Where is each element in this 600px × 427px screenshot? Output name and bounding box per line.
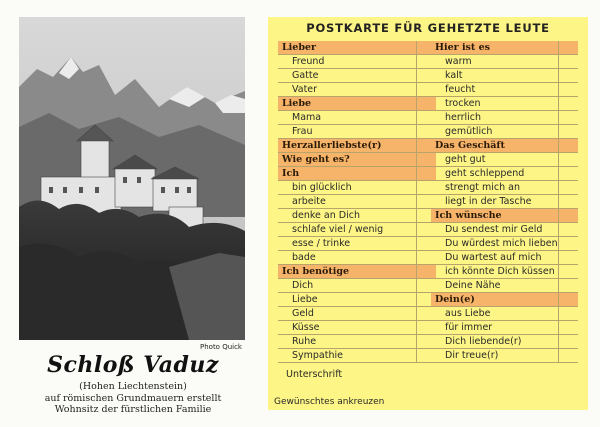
checklist-option[interactable] <box>431 181 578 195</box>
checkbox[interactable] <box>558 279 578 292</box>
checklist-option-label: kalt <box>445 70 463 81</box>
checklist-option[interactable] <box>278 307 436 321</box>
checklist-option-label: bin glücklich <box>292 182 352 193</box>
checklist-option[interactable] <box>278 69 436 83</box>
checklist-option[interactable] <box>278 181 436 195</box>
section-heading <box>278 139 436 153</box>
section-heading-label: Das Geschäft <box>435 140 505 151</box>
checklist-option[interactable] <box>431 153 578 167</box>
checklist-option-label: Du würdest mich lieben <box>445 238 558 249</box>
castle-title: Schloß Vaduz <box>47 352 219 378</box>
checklist-option[interactable] <box>278 335 436 349</box>
checklist-option-label: geht gut <box>445 154 486 165</box>
checklist-option[interactable] <box>431 69 578 83</box>
checkbox[interactable] <box>558 125 578 138</box>
checklist-option-label: Dich liebende(r) <box>445 336 522 347</box>
checklist-option[interactable] <box>278 293 436 307</box>
checklist-option[interactable] <box>278 349 436 363</box>
section-heading <box>431 209 578 223</box>
photo-credit: Photo Quick <box>200 343 242 351</box>
checkbox[interactable] <box>558 181 578 194</box>
section-heading <box>278 97 436 111</box>
checklist-option-label: Vater <box>292 84 318 95</box>
checklist-option[interactable] <box>278 125 436 139</box>
checkbox[interactable] <box>558 265 578 278</box>
section-heading-label: Liebe <box>282 98 312 109</box>
checkbox[interactable] <box>558 83 578 96</box>
checklist-option-label: warm <box>445 56 472 67</box>
checklist-option-label: Gatte <box>292 70 319 81</box>
checklist-option[interactable] <box>278 111 436 125</box>
checklist-option-label: für immer <box>445 322 493 333</box>
checklist-panel <box>268 17 588 410</box>
form-title: POSTKARTE FÜR GEHETZTE LEUTE <box>306 21 550 35</box>
checklist-option-label: Freund <box>292 56 325 67</box>
castle-photo <box>19 17 245 340</box>
checklist-option[interactable] <box>431 195 578 209</box>
checkbox[interactable] <box>558 55 578 68</box>
checklist-option-label: strengt mich an <box>445 182 521 193</box>
section-heading <box>431 139 578 153</box>
section-heading <box>431 293 578 307</box>
checklist-option[interactable] <box>278 195 436 209</box>
checklist-option[interactable] <box>278 209 436 223</box>
checklist-option-label: Deine Nähe <box>445 280 501 291</box>
right-column <box>431 41 578 363</box>
checkbox[interactable] <box>558 335 578 348</box>
instruction-text: Gewünschtes ankreuzen <box>274 397 385 407</box>
checklist-option-label: Frau <box>292 126 313 137</box>
checklist-option-label: Sympathie <box>292 350 343 361</box>
section-heading <box>431 41 578 55</box>
section-heading <box>278 153 436 167</box>
checklist-option[interactable] <box>278 55 436 69</box>
checklist-option[interactable] <box>278 237 436 251</box>
section-heading-label: Lieber <box>282 42 317 53</box>
checklist-option-label: Dir treue(r) <box>445 350 499 361</box>
section-heading-label: Ich benötige <box>282 266 350 277</box>
checklist-option-label: Ruhe <box>292 336 317 347</box>
checklist-option-label: schlafe viel / wenig <box>292 224 384 235</box>
caption-line: Wohnsitz der fürstlichen Familie <box>54 404 212 415</box>
checkbox[interactable] <box>558 349 578 362</box>
section-heading <box>278 167 436 181</box>
checklist-option[interactable] <box>431 307 578 321</box>
checklist-option[interactable] <box>431 279 578 293</box>
checklist-option-label: arbeite <box>292 196 326 207</box>
section-heading-label: Dein(e) <box>435 294 475 305</box>
checklist-option[interactable] <box>431 349 578 363</box>
caption-line: auf römischen Grundmauern erstellt <box>44 392 222 404</box>
checkbox[interactable] <box>558 97 578 110</box>
checkbox[interactable] <box>558 111 578 124</box>
checkbox[interactable] <box>558 237 578 250</box>
checklist-option[interactable] <box>278 321 436 335</box>
checkbox[interactable] <box>558 307 578 320</box>
section-heading-label: Hier ist es <box>435 42 490 53</box>
section-heading-label: Wie geht es? <box>282 154 350 165</box>
castle-photo-image <box>19 17 245 340</box>
section-heading-label: Ich <box>282 168 300 179</box>
checklist-option-label: ich könnte Dich küssen <box>445 266 555 277</box>
checklist-option[interactable] <box>431 97 578 111</box>
checkbox[interactable] <box>558 195 578 208</box>
checkbox[interactable] <box>558 293 578 306</box>
checklist-option[interactable] <box>431 237 578 251</box>
checklist-option-label: Küsse <box>292 322 320 333</box>
checklist-option[interactable] <box>431 265 578 279</box>
left-column <box>278 41 436 363</box>
checkbox[interactable] <box>558 69 578 82</box>
checkbox[interactable] <box>558 251 578 264</box>
checklist-option[interactable] <box>431 111 578 125</box>
checklist-option-label: trocken <box>445 98 481 109</box>
checklist-option[interactable] <box>431 251 578 265</box>
checklist-option[interactable] <box>431 223 578 237</box>
checklist-option[interactable] <box>278 279 436 293</box>
checklist-option[interactable] <box>431 167 578 181</box>
checklist-option-label: herrlich <box>445 112 482 123</box>
section-heading-label: Herzallerliebste(r) <box>282 140 382 151</box>
checklist-option[interactable] <box>278 223 436 237</box>
checklist-option-label: feucht <box>445 84 476 95</box>
checklist-option-label: Du sendest mir Geld <box>445 224 543 235</box>
section-heading <box>278 41 436 55</box>
checklist-option-label: Geld <box>292 308 314 319</box>
checklist-option[interactable] <box>431 335 578 349</box>
checkbox[interactable] <box>558 139 578 152</box>
checkbox[interactable] <box>558 41 578 54</box>
checkbox[interactable] <box>558 167 578 180</box>
checkbox[interactable] <box>558 223 578 236</box>
castle-caption <box>20 381 246 416</box>
section-heading <box>278 265 436 279</box>
checklist-option-label: esse / trinke <box>292 238 351 249</box>
signature-label: Unterschrift <box>286 369 343 380</box>
caption-line: (Hohen Liechtenstein) <box>79 381 187 392</box>
checklist-option-label: Du wartest auf mich <box>445 252 542 263</box>
checklist-option-label: bade <box>292 252 316 263</box>
checklist-option[interactable] <box>431 83 578 97</box>
checklist-option-label: geht schleppend <box>445 168 525 179</box>
checklist-option-label: liegt in der Tasche <box>445 196 532 207</box>
checklist-option-label: Liebe <box>292 294 318 305</box>
section-heading-label: Ich wünsche <box>435 210 502 221</box>
checkbox[interactable] <box>558 321 578 334</box>
checklist-option-label: aus Liebe <box>445 308 491 319</box>
checkbox[interactable] <box>558 153 578 166</box>
checklist-option-label: denke an Dich <box>292 210 360 221</box>
checklist-option[interactable] <box>431 125 578 139</box>
checklist-option-label: Mama <box>292 112 322 123</box>
checklist-option[interactable] <box>431 55 578 69</box>
checklist-option[interactable] <box>278 251 436 265</box>
checklist-option[interactable] <box>278 83 436 97</box>
checkbox[interactable] <box>558 209 578 222</box>
checklist-option[interactable] <box>431 321 578 335</box>
checklist-option-label: gemütlich <box>445 126 493 137</box>
checklist-option-label: Dich <box>292 280 314 291</box>
